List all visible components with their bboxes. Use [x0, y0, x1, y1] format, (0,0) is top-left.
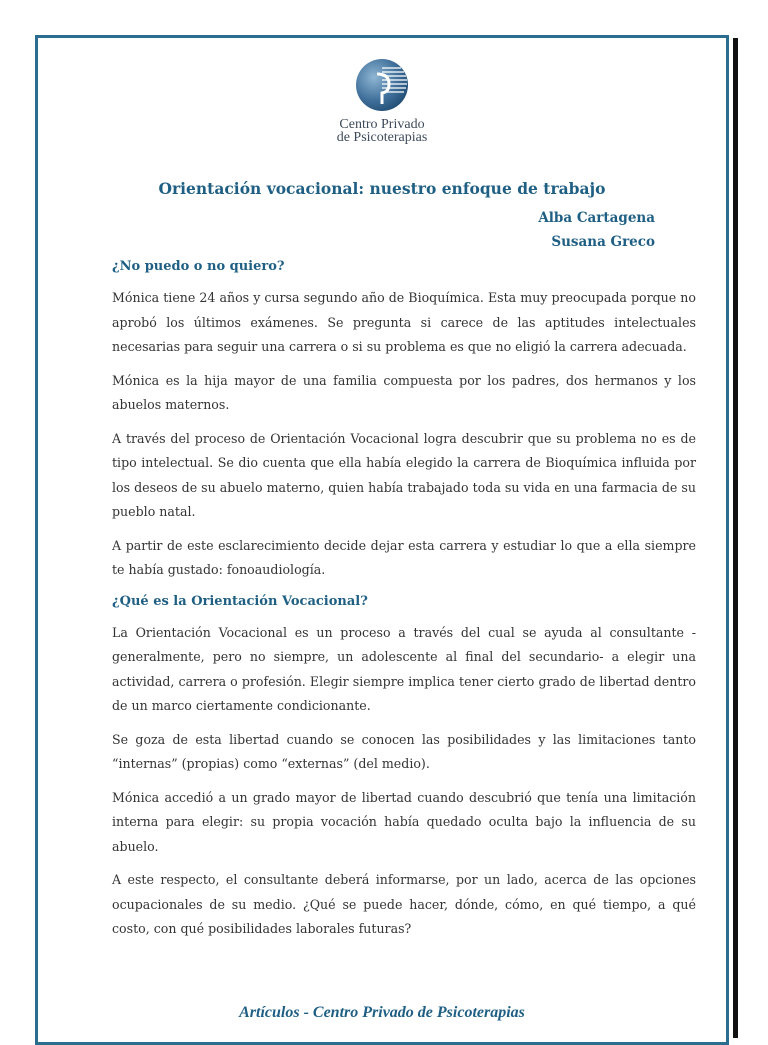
- paragraph: Mónica es la hija mayor de una familia compuesta por los padres, dos hermanos y los abuelos maternos.: [112, 372, 696, 412]
- organization-name-line1: Centro Privado: [339, 117, 425, 132]
- document-title: Orientación vocacional: nuestro enfoque de trabajo: [158, 179, 606, 198]
- author-name: Susana Greco: [551, 234, 655, 250]
- organization-name: [38, 118, 726, 144]
- paragraph: A través del proceso de Orientación Vocacional logra descubrir que su problema no es de tipo intelectual. Se dio cuenta que ella había elegido la carrera de Bioquímica influida por los deseos de su abuelo materno, quien había trabajado toda su vida en una farmacia de su pueblo natal.: [112, 430, 696, 519]
- organization-name-line2: de Psicoterapias: [336, 130, 428, 145]
- section-heading: ¿Qué es la Orientación Vocacional?: [112, 593, 368, 609]
- paragraph: Se goza de esta libertad cuando se conocen las posibilidades y las limitaciones tanto “internas” (propias) como “externas” (del medio).: [112, 731, 696, 771]
- page-frame: [35, 35, 729, 1045]
- paragraph: A este respecto, el consultante deberá informarse, por un lado, acerca de las opciones ocupacionales de su medio. ¿Qué se puede hacer, dónde, cómo, en qué tiempo, a qué costo, con qué posibilidades laborales futuras?: [112, 872, 696, 936]
- article-body: [112, 257, 696, 951]
- author-name: Alba Cartagena: [538, 210, 655, 226]
- paragraph: Mónica tiene 24 años y cursa segundo año de Bioquímica. Esta muy preocupada porque no aprobó los últimos exámenes. Se pregunta si carece de las aptitudes intelectuales necesarias para seguir una carrera o si su problema es que no eligió la carrera adecuada.: [112, 290, 696, 354]
- page-footer: Artículos - Centro Privado de Psicoterapias: [239, 1004, 525, 1021]
- paragraph: Mónica accedió a un grado mayor de libertad cuando descubrió que tenía una limitación interna para elegir: su propia vocación había quedado oculta bajo la influencia de su abuelo.: [112, 789, 696, 854]
- logo: [38, 58, 726, 144]
- logo-emblem-icon: [355, 58, 409, 112]
- section-heading: ¿No puedo o no quiero?: [112, 259, 285, 274]
- paragraph: A partir de este esclarecimiento decide dejar esta carrera y estudiar lo que a ella siempre te había gustado: fonoaudiología.: [112, 537, 696, 577]
- page-shadow: [733, 38, 738, 1038]
- authors: [538, 206, 655, 254]
- paragraph: La Orientación Vocacional es un proceso a través del cual se ayuda al consultante -generalmente, pero no siempre, un adolescente al final del secundario- a elegir una actividad, carrera o profesión. Elegir siempre implica tener cierto grado de libertad dentro de un marco ciertamente condicionante.: [112, 624, 696, 713]
